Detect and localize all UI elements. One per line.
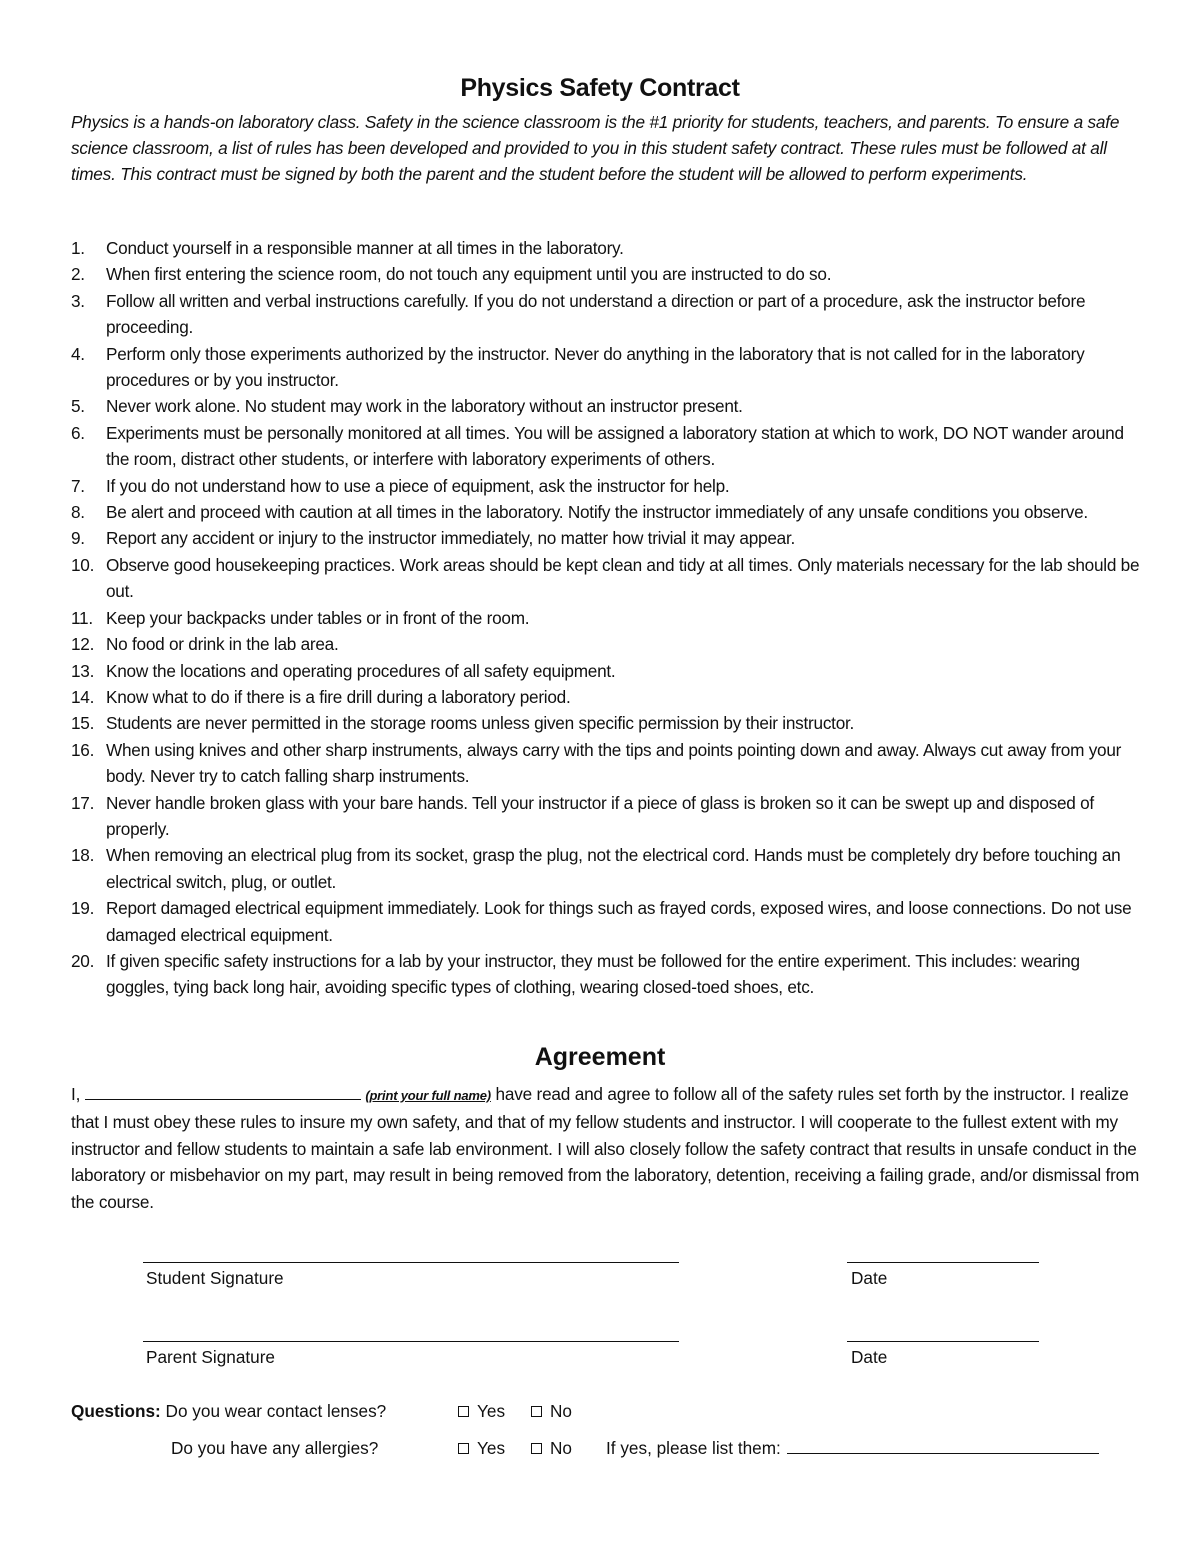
agreement-prefix: I, (71, 1084, 81, 1104)
parent-date-line[interactable] (847, 1341, 1039, 1342)
student-date-line[interactable] (847, 1262, 1039, 1263)
rule-item (71, 288, 1141, 341)
questions-label: Questions: (71, 1401, 161, 1421)
student-signature-line[interactable] (143, 1262, 679, 1263)
allergies-list-prompt (606, 1438, 1099, 1459)
page-title: Physics Safety Contract (460, 74, 740, 102)
rule-item (71, 473, 1141, 499)
rule-number: 4. (71, 343, 85, 364)
rule-number: 3. (71, 290, 85, 311)
rule-number: 15. (71, 713, 95, 734)
rule-number: 14. (71, 686, 95, 707)
checkbox-icon[interactable] (458, 1406, 469, 1417)
rule-text: Follow all written and verbal instructions carefully. If you do not understand a direction or part of a procedure, ask the instructor before proceeding. (106, 290, 1086, 338)
rule-number: 16. (71, 739, 95, 760)
rule-text: Never handle broken glass with your bare hands. Tell your instructor if a piece of glass is broken so it can be swept up and disposed of properly. (106, 792, 1094, 839)
full-name-field[interactable] (85, 1084, 361, 1100)
rule-text: If you do not understand how to use a piece of equipment, ask the instructor for help. (106, 475, 730, 496)
rule-text: Know the locations and operating procedures of all safety equipment. (106, 660, 616, 681)
rule-item (71, 420, 1141, 473)
rule-number: 9. (71, 528, 85, 549)
rule-number: 5. (71, 396, 85, 417)
student-signature-label: Student Signature (146, 1268, 284, 1288)
rule-text: When using knives and other sharp instruments, always carry with the tips and points pointing down and away. Always cut away from your body. Never try to catch falling sharp instruments. (106, 739, 1122, 787)
question-contact-lenses (71, 1401, 386, 1422)
rule-item (71, 341, 1141, 394)
question-allergies (171, 1438, 378, 1459)
rule-item (71, 948, 1141, 1001)
allergies-list-field[interactable] (787, 1439, 1099, 1454)
rule-item (71, 710, 1141, 736)
yes-label: Yes (477, 1401, 506, 1421)
question-allergies-text: Do you have any allergies? (171, 1438, 379, 1458)
rule-number: 7. (71, 475, 85, 496)
rule-text: Observe good housekeeping practices. Work areas should be kept clean and tidy at all times. Only materials necessary for the lab should be out. (106, 554, 1140, 602)
checkbox-icon[interactable] (458, 1443, 469, 1454)
no-label: No (550, 1401, 572, 1421)
rule-text: Report any accident or injury to the instructor immediately, no matter how trivial it may appear. (106, 528, 796, 549)
contact-lenses-no-option[interactable] (531, 1401, 572, 1422)
rule-number: 6. (71, 422, 85, 443)
rule-text: When first entering the science room, do not touch any equipment until you are instructed to do so. (106, 264, 832, 285)
parent-signature-label: Parent Signature (146, 1347, 275, 1367)
allergies-no-option[interactable] (531, 1438, 572, 1459)
rule-item (71, 790, 1141, 843)
agreement-paragraph (71, 1081, 1141, 1215)
rule-number: 11. (71, 607, 93, 628)
intro-paragraph: Physics is a hands-on laboratory class. Safety in the science classroom is the #1 priority for students, teachers, and parents. To ensure a safe science classroom, a list of rules has been developed and provided to you in this student safety contract. These rules must be followed at all times. This contract must be signed by both the parent and the student before the student will be allowed to perform experiments. (71, 112, 1120, 185)
rules-list (71, 235, 1141, 1001)
rule-number: 1. (71, 238, 85, 258)
rule-item (71, 235, 1141, 261)
student-date-label: Date (851, 1268, 888, 1288)
rule-number: 17. (71, 792, 95, 813)
rule-text: Be alert and proceed with caution at all times in the laboratory. Notify the instructor immediately of any unsafe conditions you observe. (106, 502, 1088, 523)
rule-item (71, 605, 1141, 631)
rule-number: 18. (71, 845, 95, 866)
rule-item (71, 552, 1141, 605)
rule-number: 8. (71, 502, 85, 523)
allergies-yes-option[interactable] (458, 1438, 505, 1459)
print-name-note: (print your full name) (365, 1088, 491, 1103)
yes-label: Yes (477, 1438, 506, 1458)
no-label: No (550, 1438, 572, 1458)
rule-text: Perform only those experiments authorized by the instructor. Never do anything in the laboratory that is not called for in the laboratory procedures or by you instructor. (106, 343, 1085, 391)
rule-text: When removing an electrical plug from its socket, grasp the plug, not the electrical cord. Hands must be completely dry before touching an electrical switch, plug, or outlet. (106, 845, 1121, 892)
rule-item (71, 499, 1141, 525)
rule-text: Keep your backpacks under tables or in front of the room. (106, 607, 530, 628)
checkbox-icon[interactable] (531, 1443, 542, 1454)
rule-number: 12. (71, 634, 95, 655)
contact-lenses-yes-option[interactable] (458, 1401, 505, 1422)
rule-item (71, 684, 1141, 710)
rule-number: 19. (71, 898, 95, 919)
rule-number: 2. (71, 264, 85, 285)
rule-text: No food or drink in the lab area. (106, 634, 339, 655)
rule-item (71, 895, 1141, 948)
rule-number: 13. (71, 660, 95, 681)
rule-item (71, 393, 1141, 419)
rule-item (71, 631, 1141, 657)
rule-text: Conduct yourself in a responsible manner at all times in the laboratory. (106, 238, 624, 258)
rule-item (71, 261, 1141, 287)
rule-item (71, 658, 1141, 684)
agreement-heading: Agreement (534, 1043, 666, 1071)
rule-item (71, 737, 1141, 790)
rule-item (71, 525, 1141, 551)
rule-item (71, 842, 1141, 895)
rule-text: If given specific safety instructions for a lab by your instructor, they must be followed for the entire experiment. This includes: wearing goggles, tying back long hair, avoiding specific types of clothing, wearing closed-toed shoes, etc. (106, 950, 1080, 998)
agreement-body: have read and agree to follow all of the safety rules set forth by the instructor. I realize that I must obey these rules to insure my own safety, and that of my fellow students and instructor. I will cooperate to the fullest extent with my instructor and fellow students to maintain a safe lab environment. I will also closely follow the safety contract that results in unsafe conduct in the laboratory or misbehavior on my part, may result in being removed from the laboratory, detention, receiving a failing grade, and/or dismissal from the course. (71, 1084, 1140, 1212)
rule-text: Report damaged electrical equipment immediately. Look for things such as frayed cords, exposed wires, and loose connections. Do not use damaged electrical equipment. (106, 898, 1132, 945)
rule-number: 20. (71, 950, 95, 971)
rule-text: Students are never permitted in the storage rooms unless given specific permission by their instructor. (106, 713, 855, 734)
question-contact-lenses-text: Do you wear contact lenses? (165, 1401, 387, 1421)
rule-text: Experiments must be personally monitored at all times. You will be assigned a laboratory station at which to work, DO NOT wander around the room, distract other students, or interfere with laboratory experiments of others. (106, 422, 1124, 470)
rule-text: Never work alone. No student may work in the laboratory without an instructor present. (106, 396, 743, 417)
parent-date-label: Date (851, 1347, 888, 1367)
rule-text: Know what to do if there is a fire drill during a laboratory period. (106, 686, 571, 707)
parent-signature-line[interactable] (143, 1341, 679, 1342)
allergies-list-label: If yes, please list them: (606, 1438, 781, 1458)
checkbox-icon[interactable] (531, 1406, 542, 1417)
rule-number: 10. (71, 554, 95, 575)
